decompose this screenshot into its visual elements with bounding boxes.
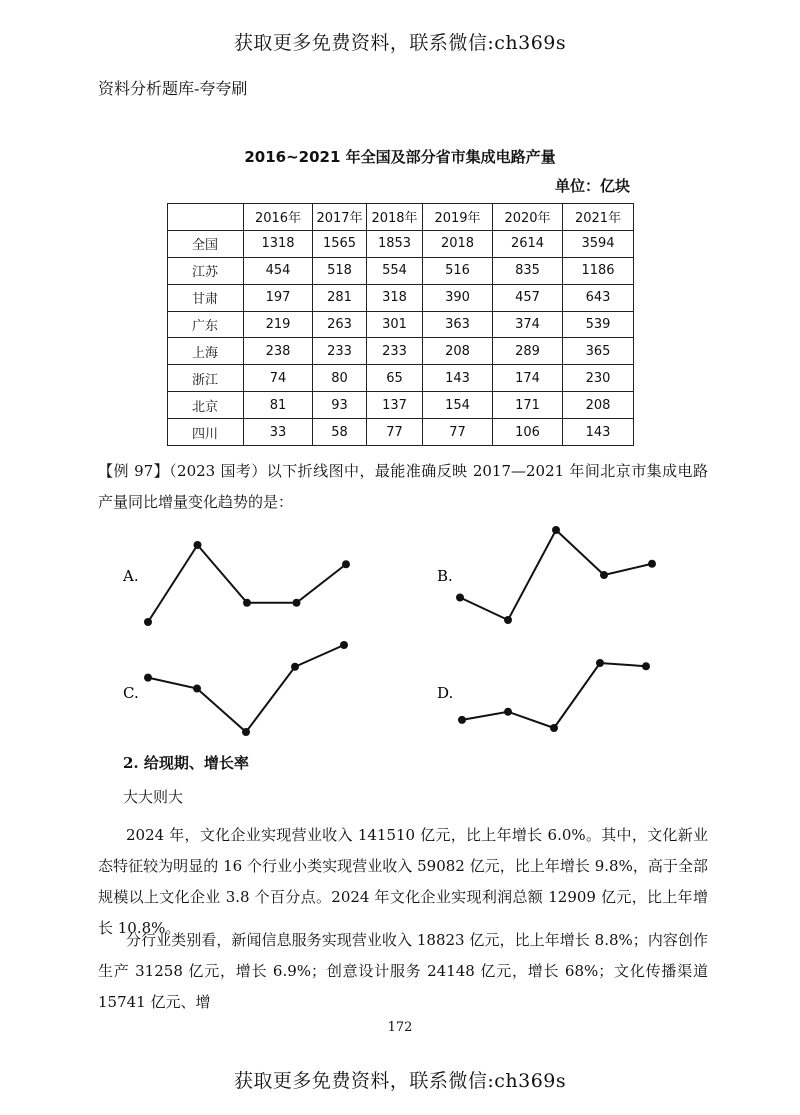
value-cell: 81 bbox=[244, 392, 313, 419]
option-c-point-1 bbox=[144, 674, 152, 682]
table-row bbox=[168, 419, 634, 446]
option-a-points bbox=[144, 541, 350, 626]
option-d-line bbox=[462, 663, 646, 728]
option-line-charts bbox=[0, 520, 800, 750]
value-cell: 518 bbox=[313, 257, 367, 284]
value-cell: 208 bbox=[423, 338, 493, 365]
value-cell: 457 bbox=[493, 284, 563, 311]
option-a-point-3 bbox=[243, 599, 251, 607]
option-a-point-4 bbox=[293, 599, 301, 607]
option-b-point-2 bbox=[504, 616, 512, 624]
value-cell: 554 bbox=[367, 257, 423, 284]
value-cell: 174 bbox=[493, 365, 563, 392]
table-row bbox=[168, 338, 634, 365]
value-cell: 77 bbox=[367, 419, 423, 446]
option-b-point-3 bbox=[552, 526, 560, 534]
region-cell: 甘肃 bbox=[168, 284, 244, 311]
option-c-point-2 bbox=[193, 685, 201, 693]
value-cell: 374 bbox=[493, 311, 563, 338]
value-cell: 301 bbox=[367, 311, 423, 338]
value-cell: 77 bbox=[423, 419, 493, 446]
option-c[interactable] bbox=[123, 641, 348, 736]
option-a-line bbox=[148, 545, 346, 622]
region-cell: 北京 bbox=[168, 392, 244, 419]
value-cell: 516 bbox=[423, 257, 493, 284]
value-cell: 230 bbox=[563, 365, 634, 392]
value-cell: 281 bbox=[313, 284, 367, 311]
option-d-point-2 bbox=[504, 708, 512, 716]
option-b-point-1 bbox=[456, 594, 464, 602]
header-cell: 2019年 bbox=[423, 204, 493, 231]
value-cell: 835 bbox=[493, 257, 563, 284]
table-title: 2016~2021 年全国及部分省市集成电路产量 bbox=[244, 148, 556, 166]
section-heading: 2. 给现期、增长率 bbox=[123, 754, 249, 772]
value-cell: 208 bbox=[563, 392, 634, 419]
question-stem: 【例 97】（2023 国考）以下折线图中，最能准确反映 2017—2021 年间北京市集成电路产量同比增量变化趋势的是： bbox=[98, 462, 708, 511]
region-cell: 浙江 bbox=[168, 365, 244, 392]
header-cell: 2018年 bbox=[367, 204, 423, 231]
header-cell: 2021年 bbox=[563, 204, 634, 231]
value-cell: 1186 bbox=[563, 257, 634, 284]
option-b-line bbox=[460, 530, 652, 620]
option-b-point-4 bbox=[600, 571, 608, 579]
value-cell: 365 bbox=[563, 338, 634, 365]
value-cell: 233 bbox=[313, 338, 367, 365]
option-d-point-1 bbox=[458, 716, 466, 724]
value-cell: 65 bbox=[367, 365, 423, 392]
value-cell: 2018 bbox=[423, 230, 493, 257]
table-row bbox=[168, 257, 634, 284]
value-cell: 1565 bbox=[313, 230, 367, 257]
table-row bbox=[168, 392, 634, 419]
value-cell: 454 bbox=[244, 257, 313, 284]
value-cell: 143 bbox=[563, 419, 634, 446]
value-cell: 363 bbox=[423, 311, 493, 338]
production-table bbox=[167, 203, 634, 446]
option-d-label: D. bbox=[437, 684, 454, 702]
option-d-point-5 bbox=[642, 662, 650, 670]
value-cell: 58 bbox=[313, 419, 367, 446]
paragraph-1: 2024 年，文化企业实现营业收入 141510 亿元，比上年增长 6.0%。其中，文化新业态特征较为明显的 16 个行业小类实现营业收入 59082 亿元，比上年增长 9.8%，高于全部规模以上文化企业 3.8 个百分点。2024 年文化企业实现利润总额 12909 亿元，比上年增长 10.8%。 bbox=[98, 826, 708, 937]
value-cell: 390 bbox=[423, 284, 493, 311]
region-cell: 广东 bbox=[168, 311, 244, 338]
option-d-points bbox=[458, 659, 650, 732]
table-row bbox=[168, 365, 634, 392]
value-cell: 1853 bbox=[367, 230, 423, 257]
option-c-points bbox=[144, 641, 348, 736]
table-row bbox=[168, 284, 634, 311]
table-row bbox=[168, 230, 634, 257]
header-cell: 2020年 bbox=[493, 204, 563, 231]
option-d-point-4 bbox=[596, 659, 604, 667]
option-c-point-3 bbox=[242, 728, 250, 736]
table-unit: 单位：亿块 bbox=[555, 177, 631, 195]
section-note: 大大则大 bbox=[123, 788, 184, 806]
value-cell: 2614 bbox=[493, 230, 563, 257]
header-cell: 2016年 bbox=[244, 204, 313, 231]
option-c-line bbox=[148, 645, 344, 732]
option-d[interactable] bbox=[437, 659, 650, 732]
option-d-point-3 bbox=[550, 724, 558, 732]
option-b-point-5 bbox=[648, 560, 656, 568]
value-cell: 263 bbox=[313, 311, 367, 338]
region-cell: 全国 bbox=[168, 230, 244, 257]
option-b-label: B. bbox=[437, 567, 453, 585]
value-cell: 171 bbox=[493, 392, 563, 419]
value-cell: 643 bbox=[563, 284, 634, 311]
option-a-label: A. bbox=[123, 567, 139, 585]
value-cell: 154 bbox=[423, 392, 493, 419]
value-cell: 93 bbox=[313, 392, 367, 419]
paragraph-2: 分行业类别看，新闻信息服务实现营业收入 18823 亿元，比上年增长 8.8%；内容创作生产 31258 亿元，增长 6.9%；创意设计服务 24148 亿元，增长 68%；文化传播渠道 15741 亿元、增 bbox=[98, 931, 708, 1011]
value-cell: 80 bbox=[313, 365, 367, 392]
value-cell: 238 bbox=[244, 338, 313, 365]
table-row bbox=[168, 311, 634, 338]
value-cell: 106 bbox=[493, 419, 563, 446]
table-header-row bbox=[168, 204, 634, 231]
document-subtitle: 资料分析题库-夸夸刷 bbox=[98, 79, 248, 98]
value-cell: 3594 bbox=[563, 230, 634, 257]
option-c-point-4 bbox=[291, 663, 299, 671]
promo-banner-top: 获取更多免费资料，联系微信:ch369s bbox=[233, 32, 567, 54]
option-c-label: C. bbox=[123, 684, 139, 702]
header-cell bbox=[168, 204, 244, 231]
value-cell: 219 bbox=[244, 311, 313, 338]
option-a-point-2 bbox=[194, 541, 202, 549]
value-cell: 1318 bbox=[244, 230, 313, 257]
option-a-point-5 bbox=[342, 560, 350, 568]
value-cell: 539 bbox=[563, 311, 634, 338]
value-cell: 233 bbox=[367, 338, 423, 365]
value-cell: 143 bbox=[423, 365, 493, 392]
option-b[interactable] bbox=[437, 526, 656, 624]
option-a[interactable] bbox=[122, 541, 350, 626]
option-c-point-5 bbox=[340, 641, 348, 649]
promo-banner-bottom: 获取更多免费资料，联系微信:ch369s bbox=[233, 1070, 567, 1092]
region-cell: 江苏 bbox=[168, 257, 244, 284]
region-cell: 上海 bbox=[168, 338, 244, 365]
value-cell: 74 bbox=[244, 365, 313, 392]
value-cell: 318 bbox=[367, 284, 423, 311]
value-cell: 289 bbox=[493, 338, 563, 365]
page-number: 172 bbox=[387, 1020, 413, 1035]
value-cell: 33 bbox=[244, 419, 313, 446]
header-cell: 2017年 bbox=[313, 204, 367, 231]
value-cell: 197 bbox=[244, 284, 313, 311]
option-a-point-1 bbox=[144, 618, 152, 626]
region-cell: 四川 bbox=[168, 419, 244, 446]
value-cell: 137 bbox=[367, 392, 423, 419]
